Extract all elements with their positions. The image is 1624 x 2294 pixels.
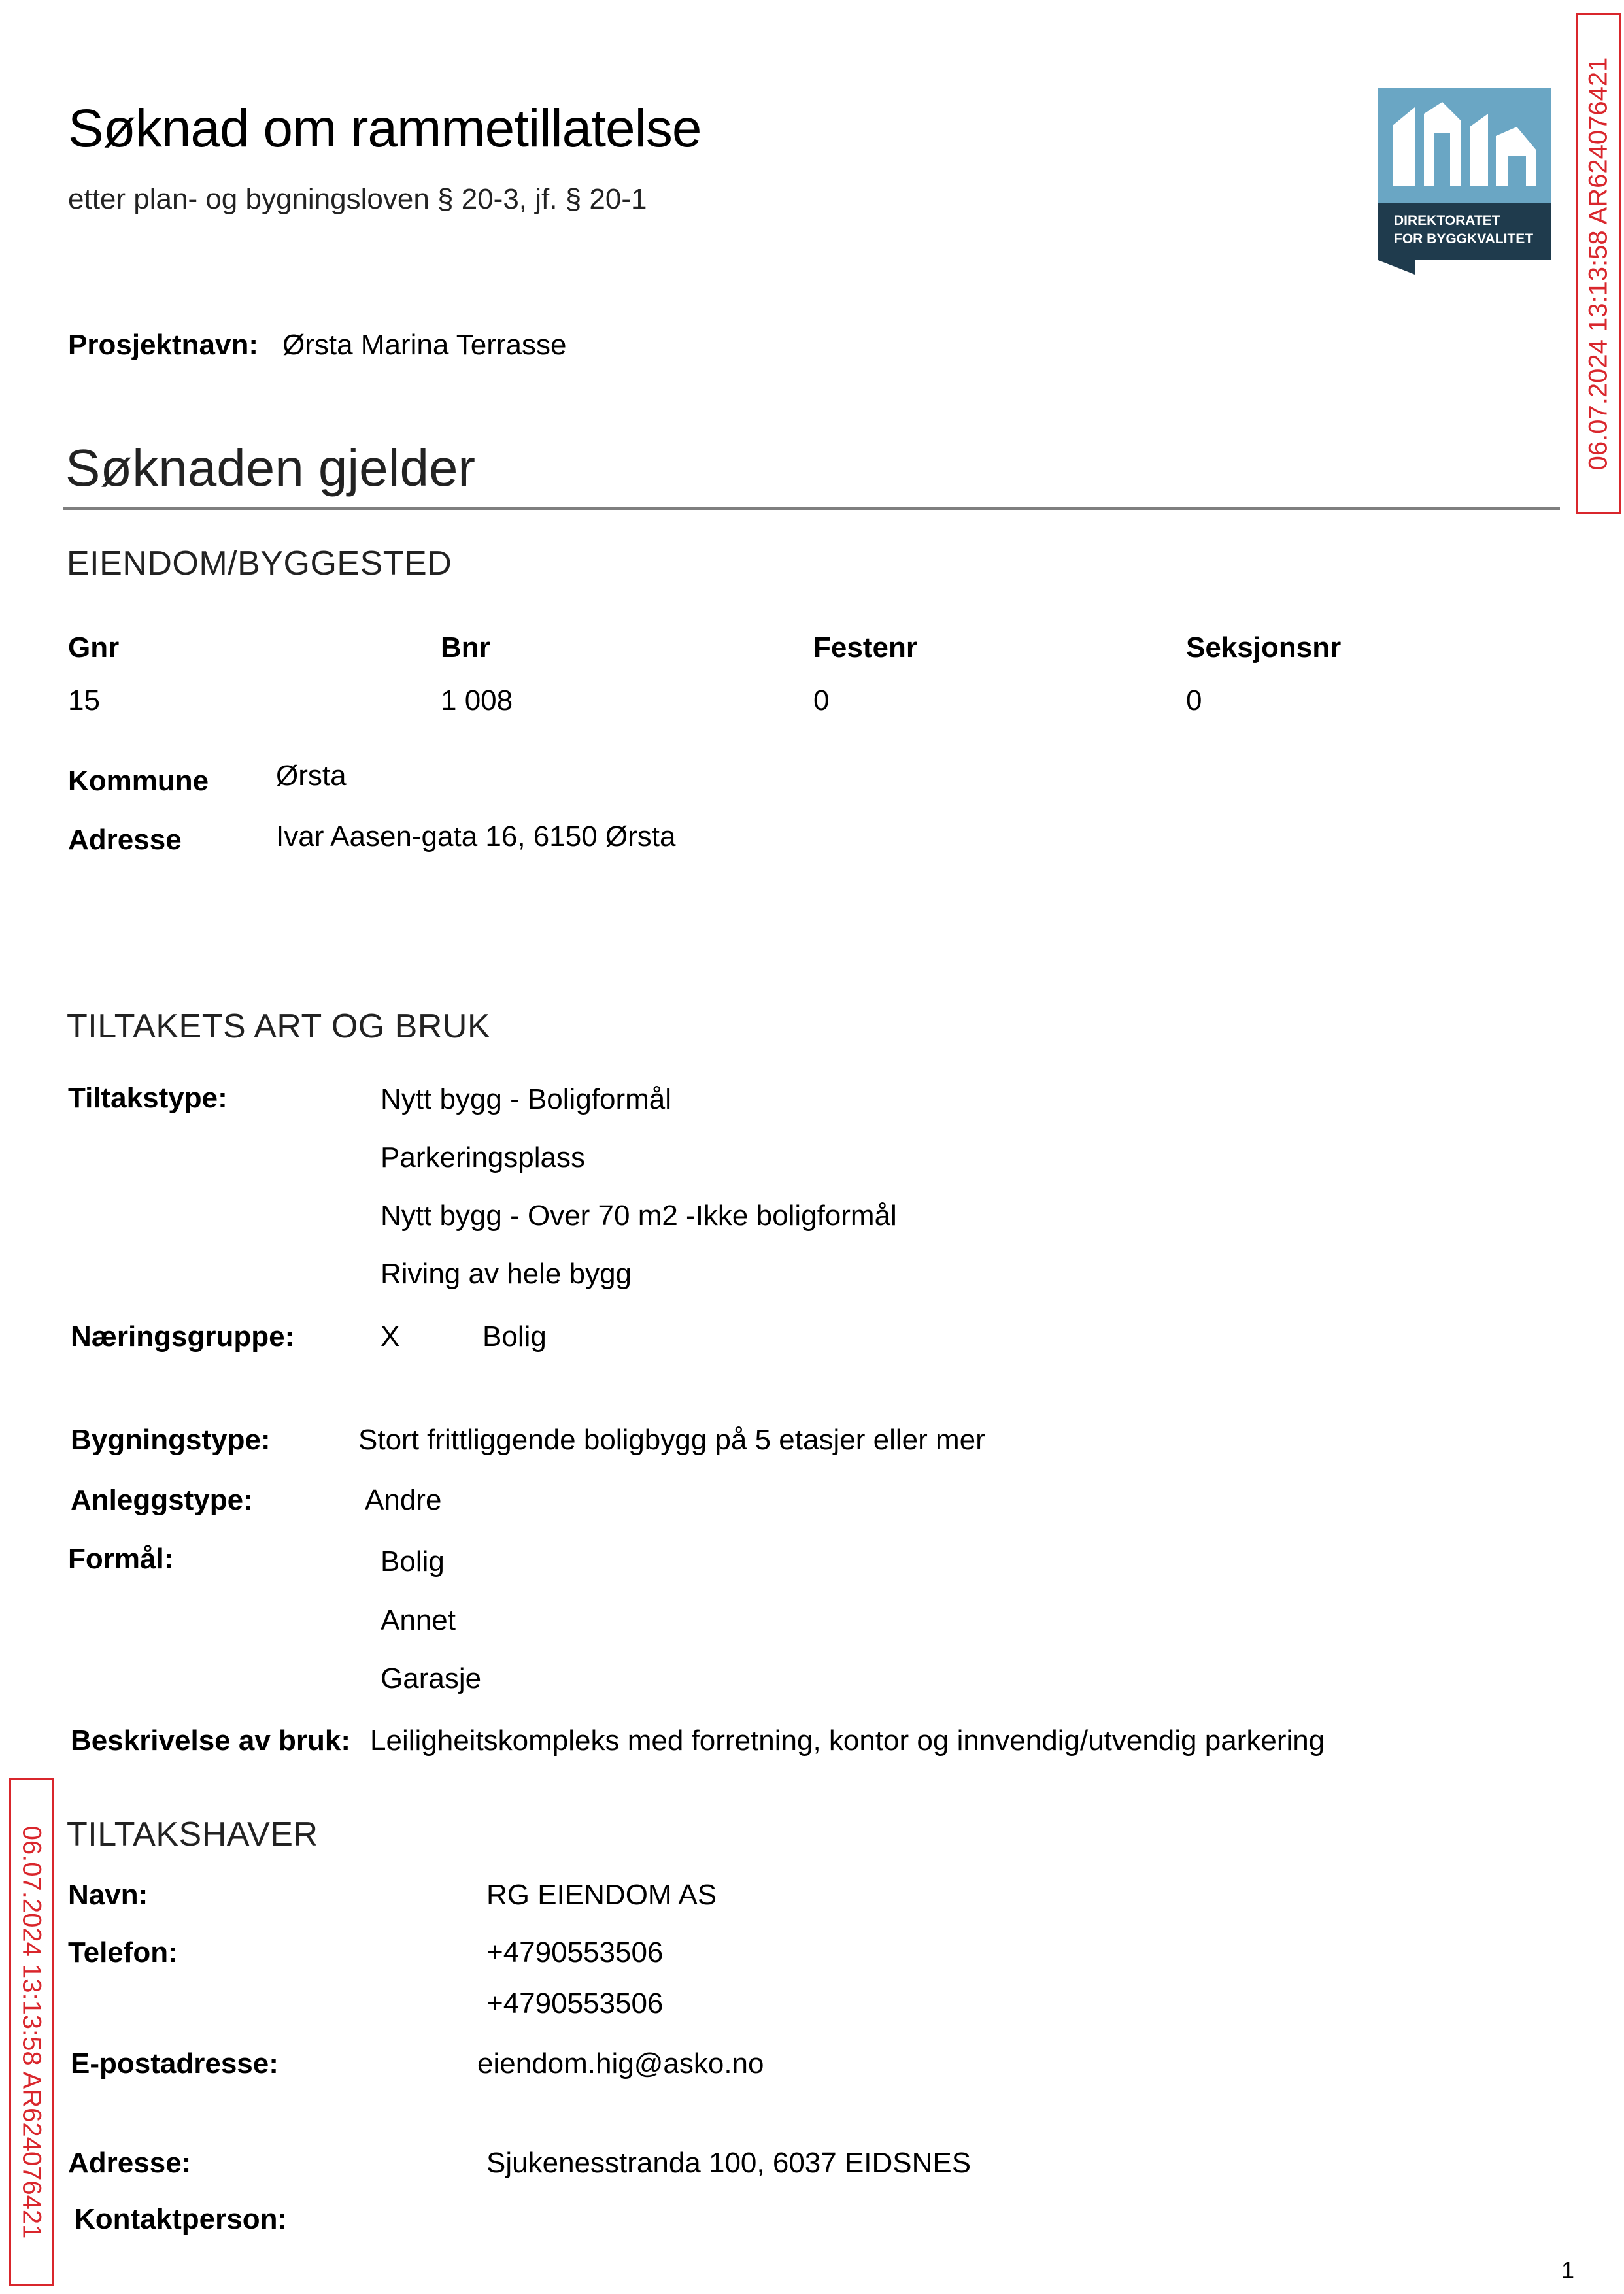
formal-label: Formål: bbox=[68, 1543, 174, 1575]
owner-email-label: E-postadresse: bbox=[71, 2048, 279, 2080]
bnr-label: Bnr bbox=[441, 632, 490, 664]
document-title: Søknad om rammetillatelse bbox=[68, 99, 702, 158]
festenr-label: Festenr bbox=[813, 632, 917, 664]
dibk-logo-icon bbox=[1378, 88, 1551, 275]
owner-email-value: eiendom.hig@asko.no bbox=[477, 2048, 764, 2080]
owner-phone-value: +4790553506 bbox=[486, 1987, 664, 2019]
section-divider bbox=[63, 507, 1560, 510]
project-name-value: Ørsta Marina Terrasse bbox=[282, 329, 567, 361]
naeringsgruppe-label: Næringsgruppe: bbox=[71, 1321, 295, 1353]
project-name-label: Prosjektnavn: bbox=[68, 329, 258, 361]
owner-address-label: Adresse: bbox=[68, 2147, 192, 2179]
beskrivelse-label: Beskrivelse av bruk: bbox=[71, 1725, 351, 1757]
property-heading: EIENDOM/BYGGESTED bbox=[67, 545, 452, 582]
anleggstype-value: Andre bbox=[365, 1484, 442, 1516]
gnr-value: 15 bbox=[68, 684, 100, 717]
document-subtitle: etter plan- og bygningsloven § 20-3, jf. § 20-1 bbox=[68, 183, 647, 215]
owner-phone-label: Telefon: bbox=[68, 1936, 178, 1968]
anleggstype-label: Anleggstype: bbox=[71, 1484, 253, 1516]
naeringsgruppe-value: Bolig bbox=[482, 1321, 547, 1353]
festenr-value: 0 bbox=[813, 684, 830, 717]
bnr-value: 1 008 bbox=[441, 684, 513, 717]
bygningstype-label: Bygningstype: bbox=[71, 1424, 271, 1456]
owner-address-value: Sjukenesstranda 100, 6037 EIDSNES bbox=[486, 2147, 972, 2179]
seksjonsnr-value: 0 bbox=[1186, 684, 1202, 717]
date-stamp-text: 06.07.2024 13:13:58 AR624076421 bbox=[1583, 57, 1613, 470]
owner-name-value: RG EIENDOM AS bbox=[486, 1879, 717, 1911]
kommune-value: Ørsta bbox=[276, 760, 347, 792]
tiltakstype-value: Riving av hele bygg bbox=[381, 1258, 632, 1290]
dibk-logo bbox=[1378, 88, 1551, 275]
gnr-label: Gnr bbox=[68, 632, 120, 664]
formal-value: Garasje bbox=[381, 1662, 482, 1695]
date-stamp-top bbox=[1576, 13, 1621, 514]
section-title: Søknaden gjelder bbox=[65, 439, 476, 497]
formal-value: Bolig bbox=[381, 1545, 445, 1577]
kommune-label: Kommune bbox=[68, 765, 209, 797]
contact-person-label: Kontaktperson: bbox=[75, 2203, 288, 2235]
adresse-label: Adresse bbox=[68, 824, 182, 856]
formal-value: Annet bbox=[381, 1604, 456, 1636]
owner-name-label: Navn: bbox=[68, 1879, 148, 1911]
logo-text-line2: FOR BYGGKVALITET bbox=[1394, 231, 1534, 246]
page-number: 1 bbox=[1561, 2257, 1575, 2284]
date-stamp-left bbox=[9, 1778, 54, 2286]
naeringsgruppe-code: X bbox=[381, 1321, 400, 1353]
tiltakstype-value: Nytt bygg - Over 70 m2 -Ikke boligformål bbox=[381, 1200, 897, 1232]
bygningstype-value: Stort frittliggende boligbygg på 5 etasjer eller mer bbox=[358, 1424, 985, 1456]
owner-heading: TILTAKSHAVER bbox=[67, 1815, 318, 1853]
logo-text-line1: DIREKTORATET bbox=[1394, 213, 1500, 228]
tiltakstype-value: Parkeringsplass bbox=[381, 1141, 586, 1173]
seksjonsnr-label: Seksjonsnr bbox=[1186, 632, 1342, 664]
tiltakstype-label: Tiltakstype: bbox=[68, 1082, 228, 1114]
date-stamp-text: 06.07.2024 13:13:58 AR624076421 bbox=[17, 1825, 46, 2238]
owner-phone-value: +4790553506 bbox=[486, 1936, 664, 1968]
adresse-value: Ivar Aasen-gata 16, 6150 Ørsta bbox=[276, 820, 676, 852]
tiltakstype-value: Nytt bygg - Boligformål bbox=[381, 1083, 672, 1115]
beskrivelse-value: Leiligheitskompleks med forretning, kontor og innvendig/utvendig parkering bbox=[370, 1725, 1325, 1757]
measure-heading: TILTAKETS ART OG BRUK bbox=[67, 1007, 491, 1045]
